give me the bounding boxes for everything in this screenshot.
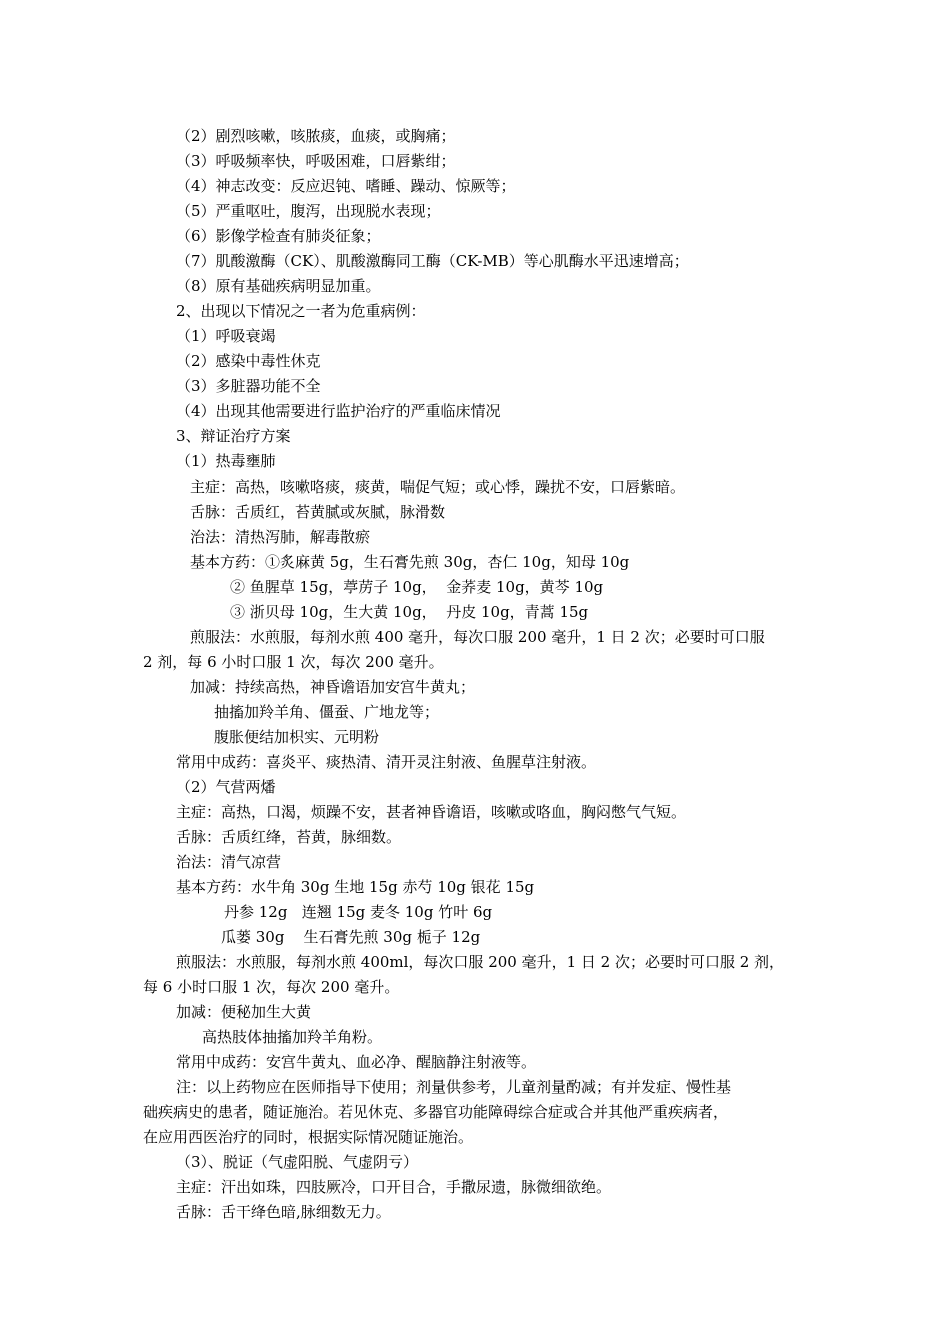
- text-line: （2）剧烈咳嗽，咳脓痰，血痰，或胸痛；: [176, 127, 456, 145]
- text-line: ③ 浙贝母 10g，生大黄 10g， 丹皮 10g，青蒿 15g: [230, 603, 589, 621]
- text-line: （7）肌酸激酶（CK）、肌酸激酶同工酶（CK-MB）等心肌酶水平迅速增高；: [176, 252, 689, 270]
- text-line: （5）严重呕吐，腹泻，出现脱水表现；: [176, 202, 441, 220]
- text-line: （2）感染中毒性休克: [176, 352, 321, 370]
- text-line: （8）原有基础疾病明显加重。: [176, 277, 381, 295]
- subsection-heading: （3）、脱证（气虚阳脱、气虚阴亏）: [176, 1153, 419, 1171]
- text-line: 高热肢体抽搐加羚羊角粉。: [202, 1028, 383, 1046]
- text-line: 治法：清热泻肺，解毒散瘀: [190, 528, 371, 546]
- text-line: （1）呼吸衰竭: [176, 327, 276, 345]
- subsection-heading: （1）热毒壅肺: [176, 452, 276, 470]
- text-line: 主症：高热，口渴，烦躁不安，甚者神昏谵语，咳嗽或咯血，胸闷憋气气短。: [176, 803, 687, 821]
- text-line: （6）影像学检查有肺炎征象；: [176, 227, 381, 245]
- text-line: 每 6 小时口服 1 次，每次 200 毫升。: [143, 978, 400, 996]
- text-line: 舌脉：舌质红，苔黄腻或灰腻，脉滑数: [190, 503, 446, 521]
- text-line: 抽搐加羚羊角、僵蚕、广地龙等；: [214, 703, 440, 721]
- text-line: 基本方药：①炙麻黄 5g，生石膏先煎 30g，杏仁 10g，知母 10g: [190, 553, 630, 571]
- section-heading: 3、辩证治疗方案: [176, 427, 291, 445]
- text-line: 主症：汗出如珠，四肢厥冷，口开目合，手撒尿遗，脉微细欲绝。: [176, 1178, 612, 1196]
- text-line: （4）神志改变：反应迟钝、嗜睡、躁动、惊厥等；: [176, 177, 516, 195]
- text-line: （3）多脏器功能不全: [176, 377, 321, 395]
- text-line: 基本方药：水牛角 30g 生地 15g 赤芍 10g 银花 15g: [176, 878, 535, 896]
- text-line: 舌脉：舌质红绛，苔黄，脉细数。: [176, 828, 402, 846]
- text-line: （4）出现其他需要进行监护治疗的严重临床情况: [176, 402, 501, 420]
- text-line: 腹胀便结加枳实、元明粉: [214, 728, 380, 746]
- text-line: 常用中成药：安宫牛黄丸、血必净、醒脑静注射液等。: [176, 1053, 537, 1071]
- text-line: 丹参 12g 连翘 15g 麦冬 10g 竹叶 6g: [224, 903, 493, 921]
- text-line: 煎服法：水煎服，每剂水煎 400 毫升，每次口服 200 毫升，1 日 2 次；必要时可口服: [190, 628, 765, 646]
- note-line: 在应用西医治疗的同时，根据实际情况随证施治。: [143, 1128, 474, 1146]
- text-line: （3）呼吸频率快，呼吸困难，口唇紫绀；: [176, 152, 456, 170]
- text-line: 瓜蒌 30g 生石膏先煎 30g 栀子 12g: [221, 928, 481, 946]
- text-line: 煎服法：水煎服，每剂水煎 400ml，每次口服 200 毫升，1 日 2 次；必要时可口服 2 剂，: [176, 953, 785, 971]
- text-line: 舌脉：舌干绛色暗,脉细数无力。: [176, 1203, 391, 1221]
- text-line: 2 剂，每 6 小时口服 1 次，每次 200 毫升。: [143, 653, 444, 671]
- section-heading: 2、出现以下情况之一者为危重病例：: [176, 302, 426, 320]
- note-line: 础疾病史的患者，随证施治。若见休克、多器官功能障碍综合症或合并其他严重疾病者，: [143, 1103, 729, 1121]
- subsection-heading: （2）气营两燔: [176, 778, 276, 796]
- text-line: 常用中成药：喜炎平、痰热清、清开灵注射液、鱼腥草注射液。: [176, 753, 597, 771]
- text-line: 主症：高热，咳嗽咯痰，痰黄，喘促气短；或心悸，躁扰不安，口唇紫暗。: [190, 478, 686, 496]
- text-line: 治法：清气凉营: [176, 853, 282, 871]
- note-line: 注：以上药物应在医师指导下使用；剂量供参考，儿童剂量酌减；有并发症、慢性基: [176, 1078, 732, 1096]
- text-line: 加减：便秘加生大黄: [176, 1003, 312, 1021]
- text-line: 加减：持续高热，神昏谵语加安宫牛黄丸；: [190, 678, 476, 696]
- text-line: ② 鱼腥草 15g，葶苈子 10g， 金荞麦 10g，黄芩 10g: [230, 578, 604, 596]
